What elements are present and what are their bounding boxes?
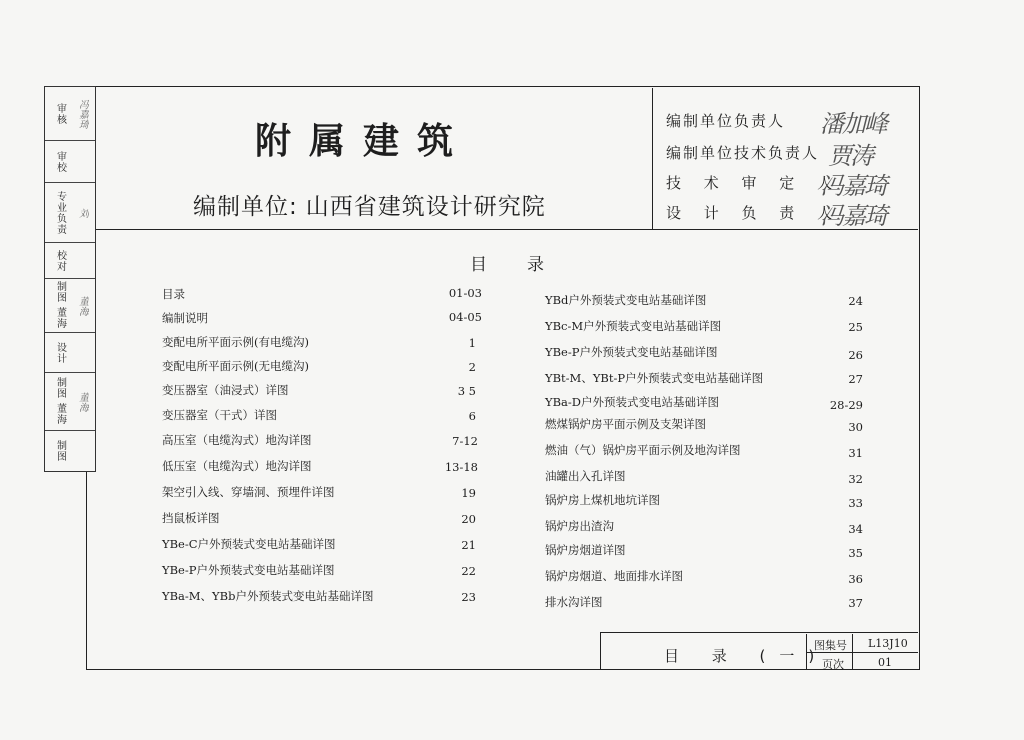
toc-page: 31 (848, 446, 863, 460)
role-label: 技 术 审 定 人 (666, 174, 842, 192)
toc-page: 25 (848, 320, 863, 334)
strip-label: 制图 (54, 440, 66, 462)
toc-page: 23 (461, 590, 476, 604)
strip-cell (45, 183, 95, 243)
toc-entry: 变压器室（油浸式）详图 (162, 383, 289, 397)
handwritten-signature: 潘加峰 (820, 110, 886, 138)
strip-label: 专业负责 (54, 190, 66, 235)
toc-page: 33 (848, 496, 863, 510)
toc-entry: YBe-C户外预装式变电站基础详图 (162, 537, 336, 551)
strip-cell (45, 373, 95, 431)
atlas-number-value: L13J10 (868, 637, 908, 650)
page-title: 附属建筑 (255, 121, 472, 162)
organization-name: 山西省建筑设计研究院 (305, 194, 546, 220)
strip-signature: 刘 (76, 207, 88, 218)
toc-entry: 锅炉房烟道、地面排水详图 (545, 569, 683, 583)
handwritten-signature: 冯嘉琦 (820, 172, 886, 200)
role-label: 编制单位技术负责人 (666, 144, 820, 162)
toc-page: 37 (848, 596, 863, 610)
strip-cell (45, 333, 95, 373)
strip-label: 审核 (54, 102, 66, 125)
toc-entry: 变配电所平面示例(有电缆沟) (162, 335, 309, 349)
sheet-name: 目 录 (一) (664, 647, 829, 665)
toc-page: 3 5 (457, 384, 476, 398)
strip-label: 设计 (54, 341, 66, 364)
toc-page: 21 (461, 538, 476, 552)
role-label: 编制单位负责人 (666, 112, 786, 130)
strip-signature: 冯嘉琦 (76, 98, 88, 129)
strip-signature: 董海 (76, 295, 88, 316)
toc-page: 26 (848, 348, 863, 362)
strip-signature (73, 147, 91, 176)
toc-entry: 锅炉房上煤机地坑详图 (545, 493, 660, 507)
toc-entry: 锅炉房出渣沟 (545, 519, 614, 533)
strip-signature: 董海 (76, 391, 88, 412)
toc-entry: 燃油（气）锅炉房平面示例及地沟详图 (545, 443, 741, 457)
toc-page: 36 (848, 572, 863, 586)
toc-page: 04-05 (448, 310, 482, 324)
toc-page: 35 (848, 546, 863, 560)
toc-page: 19 (461, 486, 476, 500)
signature-strip (44, 86, 96, 472)
handwritten-signature: 冯嘉琦 (820, 202, 886, 230)
toc-page: 28-29 (829, 398, 863, 412)
toc-entry: 目录 (162, 287, 185, 301)
toc-page: 6 (468, 409, 476, 423)
strip-signature (73, 437, 91, 465)
strip-label: 制图 董海 (54, 281, 66, 330)
toc-heading: 目录 (470, 255, 584, 275)
toc-page: 30 (848, 420, 863, 434)
atlas-number-label: 图集号 (814, 639, 847, 652)
toc-page: 1 (468, 336, 476, 350)
toc-page: 2 (468, 360, 476, 374)
toc-entry: YBa-M、YBb户外预装式变电站基础详图 (162, 589, 374, 603)
strip-signature (73, 249, 91, 272)
toc-entry: 油罐出入孔详图 (545, 469, 626, 483)
organization-label: 编制单位: (193, 194, 298, 220)
strip-signature (73, 339, 91, 366)
strip-label: 制图 董海 (54, 377, 66, 426)
toc-entry: YBe-P户外预装式变电站基础详图 (162, 563, 335, 577)
toc-page: 32 (848, 472, 863, 486)
toc-entry: YBt-M、YBt-P户外预装式变电站基础详图 (545, 371, 764, 385)
toc-page: 01-03 (448, 286, 482, 300)
organization-line (193, 188, 546, 221)
page-number-label: 页次 (822, 658, 844, 671)
toc-entry: 低压室（电缆沟式）地沟详图 (162, 459, 312, 473)
toc-entry: 高压室（电缆沟式）地沟详图 (162, 433, 312, 447)
toc-page: 7-12 (452, 434, 478, 448)
toc-entry: 变压器室（干式）详图 (162, 408, 277, 422)
strip-cell (45, 141, 95, 183)
toc-entry: 架空引入线、穿墙洞、预埋件详图 (162, 485, 335, 499)
strip-cell (45, 279, 95, 333)
strip-cell (45, 243, 95, 279)
handwritten-signature: 贾涛 (828, 142, 872, 170)
toc-entry: YBd户外预装式变电站基础详图 (545, 293, 707, 307)
strip-label: 校对 (54, 249, 66, 272)
strip-cell (45, 87, 95, 141)
toc-entry: 挡鼠板详图 (162, 511, 220, 525)
toc-entry: 变配电所平面示例(无电缆沟) (162, 359, 309, 373)
page-number-value: 01 (878, 656, 892, 669)
strip-cell (45, 431, 95, 471)
toc-page: 34 (848, 522, 863, 536)
toc-page: 24 (848, 294, 863, 308)
header-divider (652, 88, 653, 230)
toc-entry: 锅炉房烟道详图 (545, 543, 626, 557)
toc-entry: 编制说明 (162, 311, 208, 325)
toc-page: 22 (461, 564, 476, 578)
toc-page: 27 (848, 372, 863, 386)
toc-page: 13-18 (444, 460, 478, 474)
toc-entry: 燃煤锅炉房平面示例及支架详图 (545, 417, 706, 431)
toc-entry: YBa-D户外预装式变电站基础详图 (545, 395, 720, 409)
strip-label: 审校 (54, 150, 66, 173)
toc-entry: 排水沟详图 (545, 595, 603, 609)
toc-page: 20 (461, 512, 476, 526)
toc-entry: YBe-P户外预装式变电站基础详图 (545, 345, 718, 359)
role-label: 设 计 负 责 人 (666, 204, 842, 222)
toc-entry: YBc-M户外预装式变电站基础详图 (545, 319, 722, 333)
